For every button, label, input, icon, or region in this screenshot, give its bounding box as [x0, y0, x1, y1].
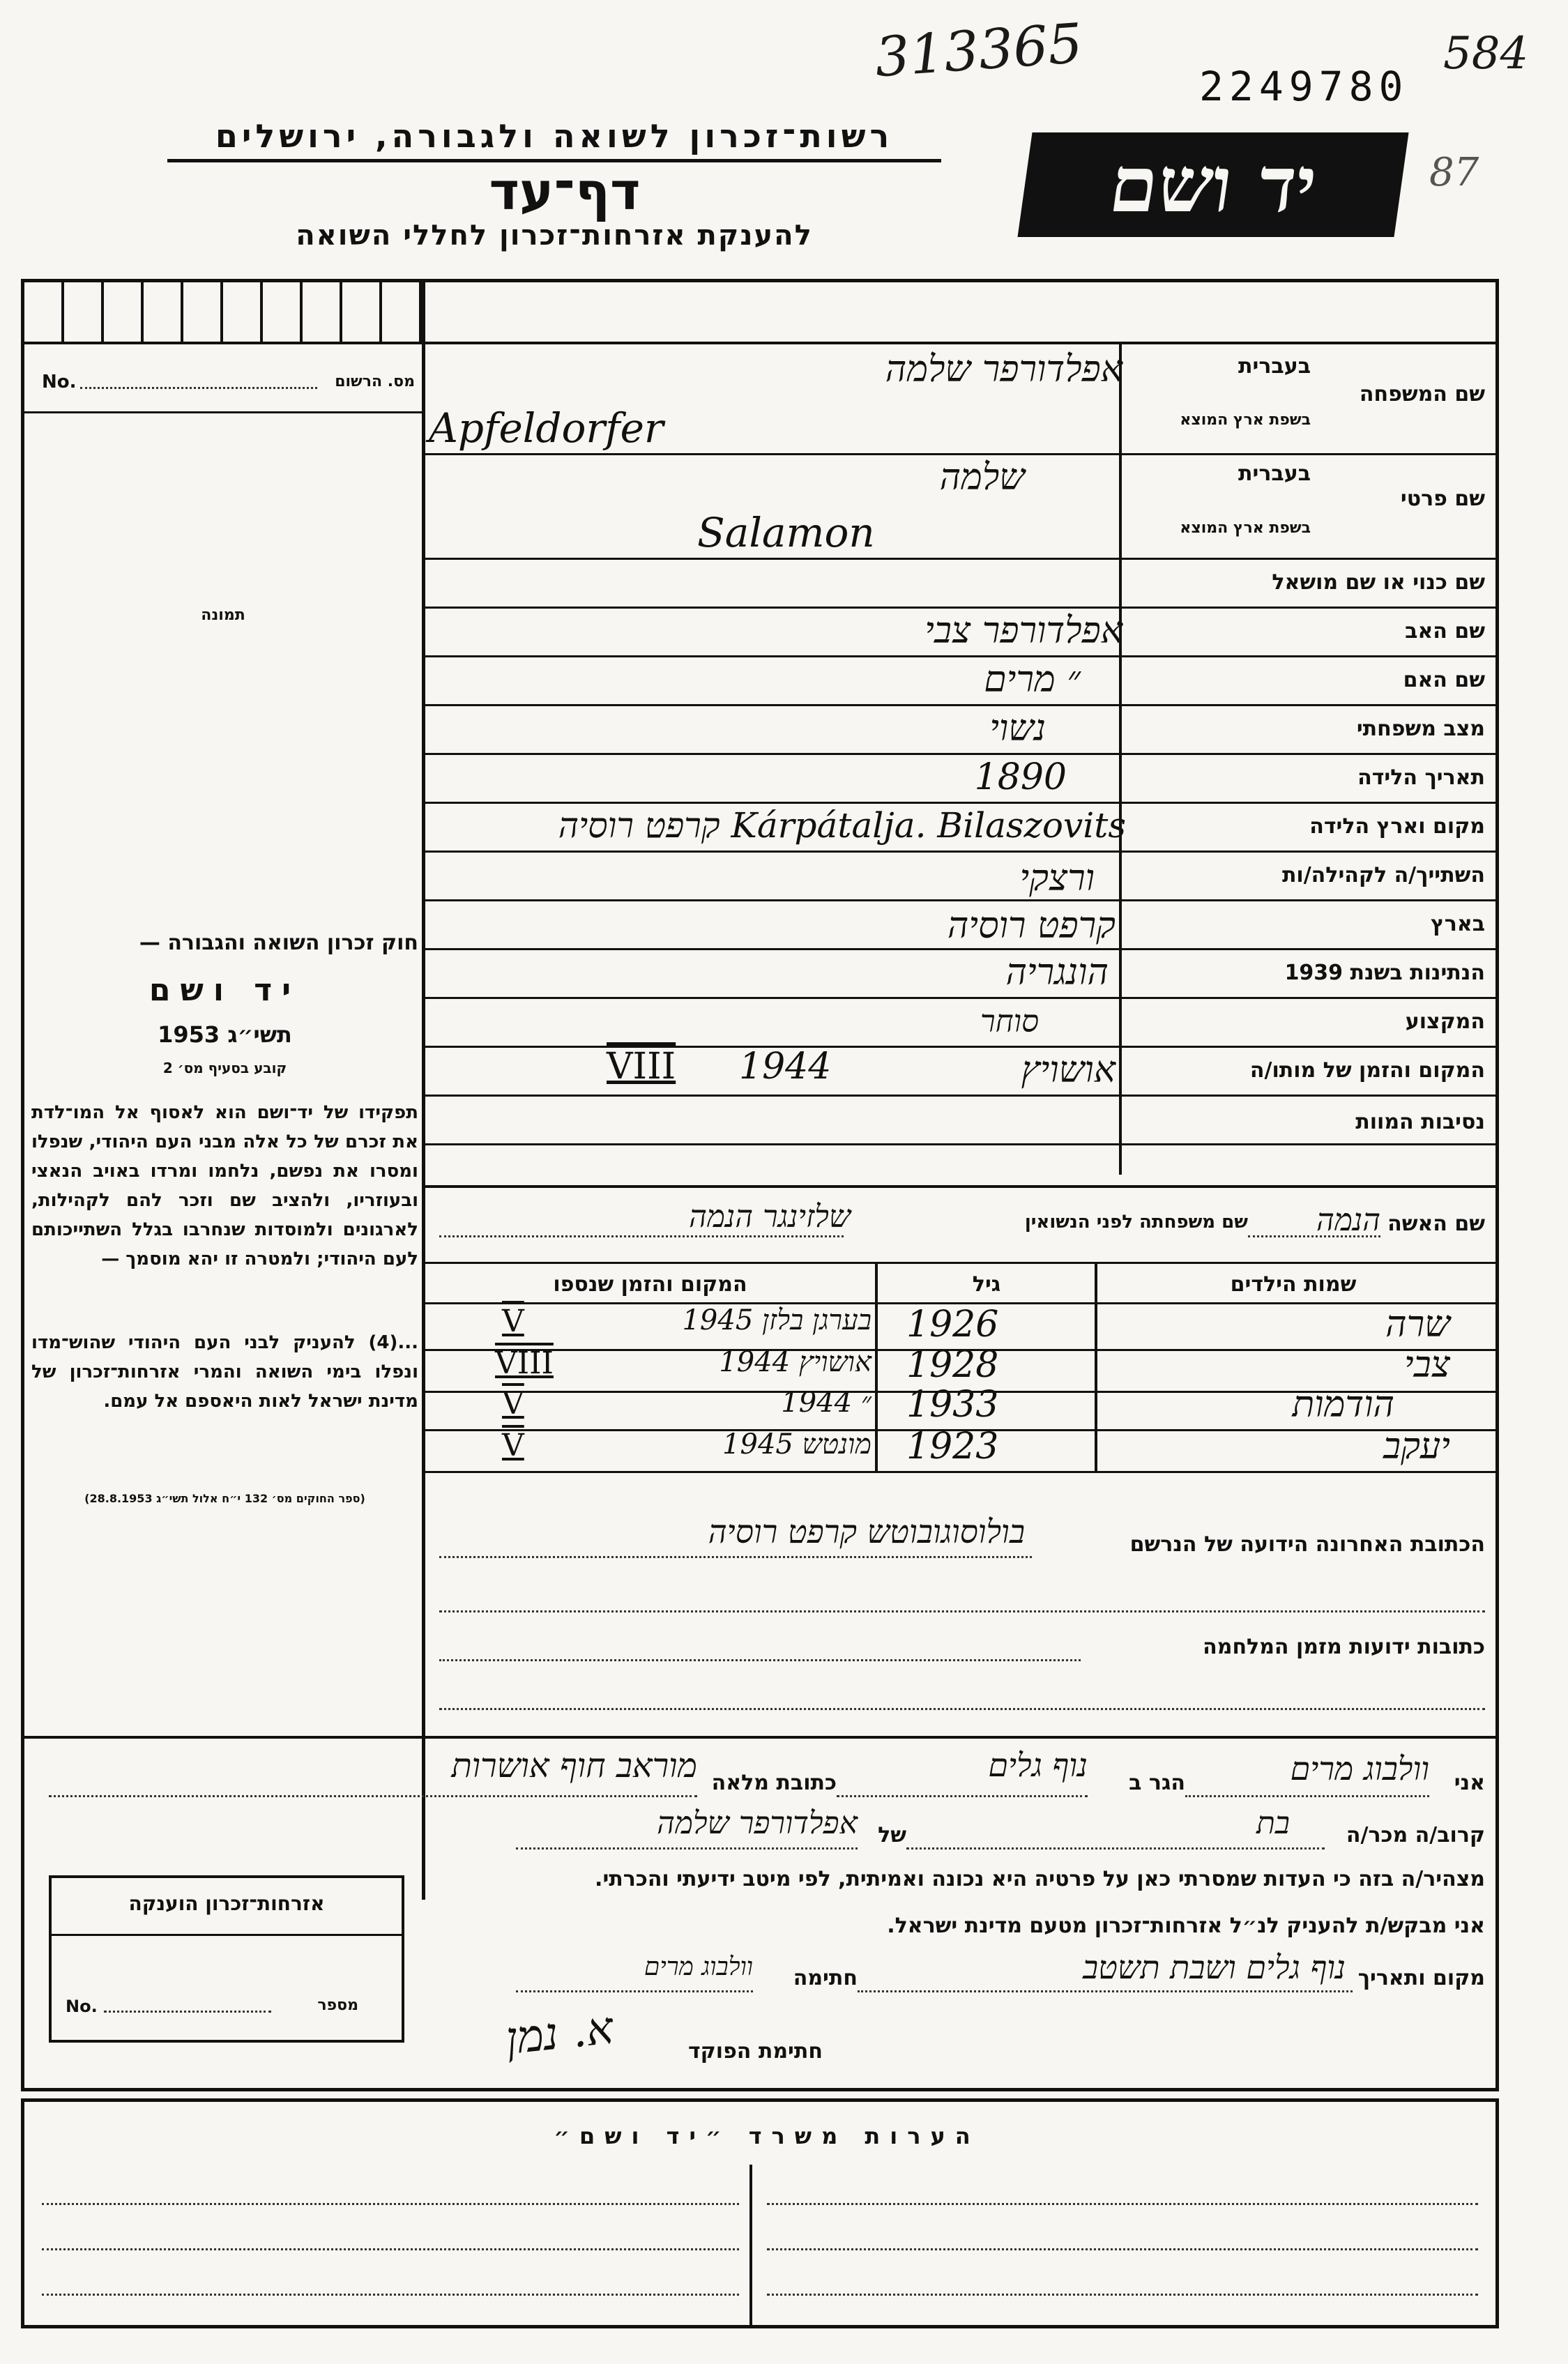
photo-label: תמונה	[201, 607, 245, 624]
wife-maiden-label: שם משפחתה לפני הנשואין	[1024, 1212, 1248, 1233]
child-month: VIII	[495, 1345, 554, 1381]
child-age: 1928	[906, 1344, 999, 1386]
wife-name: הנמה	[1316, 1203, 1380, 1238]
child-place: ״ 1944	[781, 1387, 871, 1419]
law-text-1: תפקידו של יד־ושם הוא לאסוף אל המו־לדת את זכרם של כל אלה מבני העם היהודי, שנפלו ומסרו את נפשם, נלחמו ומרדו באויב הנאצי ובעוזריו, ולהציב שם וזכר להם לקהילות, לארגונים ולמוסדות שנחרבו בגלל השתייכותם לעם היהודי; ולמטרה זו יהא מוסמך —	[31, 1102, 418, 1269]
full-address-label: כתובת מלאה	[711, 1771, 837, 1795]
father-label: שם האב	[1405, 619, 1485, 643]
relative-label: קרוב/ה מכר/ה	[1346, 1823, 1485, 1847]
law-source: (ספר החוקים מס׳ 132 י״ח אלול תשי״ג 28.8.1953)	[84, 1492, 365, 1505]
resides-value: נוף גלים	[988, 1746, 1088, 1784]
first-name-label: שם פרטי	[1400, 487, 1485, 511]
family-name-origin-label: בשפת ארץ המוצא	[1180, 411, 1311, 429]
reg-no-label: מס. הרשום	[335, 373, 415, 390]
authority-name: רשות־זכרון לשואה ולגבורה, ירושלים	[215, 117, 894, 155]
memorial-box-number-prefix: No.	[66, 1997, 98, 2016]
officer-signature-label: חתימת הפוקד	[688, 2039, 823, 2064]
law-title: חוק זכרון השואה והגבורה —	[139, 931, 418, 955]
child-month: V	[502, 1386, 524, 1421]
last-address: בולוסוגובוטש קרפט רוסיה	[708, 1513, 1025, 1550]
child-name: שרה	[1385, 1304, 1450, 1345]
full-address: מוראב חוף אושרות	[451, 1746, 697, 1785]
page-number: 584	[1443, 28, 1529, 79]
first-name-origin-label: בשפת ארץ המוצא	[1180, 519, 1311, 537]
child-name: צבי	[1404, 1344, 1450, 1386]
declaration-statement: מצהיר/ה בזה כי העדות שמסרתי כאן על פרטיה היא נכונה ואמיתית, לפי מיטב ידיעתי והכרתי.	[595, 1867, 1485, 1891]
profession-value: סוחר	[980, 1004, 1039, 1039]
wartime-address-label: כתובות ידועות מזמן המלחמה	[1203, 1635, 1485, 1659]
child-age: 1923	[906, 1426, 999, 1467]
children-place-header: המקום והזמן שנספו	[553, 1272, 747, 1297]
declarant-label: אני	[1454, 1771, 1485, 1795]
citizenship-label: הנתינות בשנת 1939	[1284, 961, 1485, 985]
wife-maiden: שלזינגר הנמה	[689, 1199, 851, 1235]
child-name: הודמות	[1292, 1384, 1394, 1426]
law-clause: קובע בסעיף מס׳ 2	[162, 1060, 287, 1076]
first-name-hebrew-label: בעברית	[1238, 462, 1311, 486]
community-value: ורצקי	[1019, 857, 1095, 899]
law-year: תשי״ג 1953	[158, 1021, 292, 1048]
registration-boxes	[24, 282, 422, 342]
child-place: בערגן בלזן 1945	[682, 1304, 871, 1336]
child-age: 1933	[906, 1384, 999, 1426]
declaration-request: אני מבקש/ת להעניק לנ״ל אזרחות־זכרון מטעם מדינת ישראל.	[887, 1914, 1485, 1938]
marital-label: מצב משפחתי	[1356, 717, 1485, 741]
relative-value: בת	[1256, 1806, 1290, 1841]
child-name: יעקב	[1383, 1426, 1450, 1467]
death-place: אושויץ	[1021, 1049, 1116, 1091]
place-date-value: נוף גלים ושבת תשטב	[1082, 1949, 1346, 1986]
death-place-time-label: המקום והזמן של מותו/ה	[1249, 1058, 1485, 1083]
death-circumstances-label: נסיבות המוות	[1355, 1110, 1485, 1134]
place-date-label: מקום ותאריך	[1357, 1966, 1485, 1990]
country-value: קרפט רוסיה	[947, 905, 1116, 947]
yad-vashem-logo	[1017, 132, 1408, 237]
memorial-box-number-label: מספר	[317, 1997, 358, 2014]
mother-label: שם האם	[1403, 668, 1485, 692]
memorial-citizenship-box	[49, 1875, 404, 2043]
child-place: מונטש 1945	[722, 1428, 871, 1461]
child-month: V	[502, 1428, 524, 1463]
child-month: V	[502, 1304, 524, 1339]
children-age-header: גיל	[972, 1272, 1001, 1297]
law-name: יד ושם	[149, 973, 301, 1008]
children-names-header: שמות הילדים	[1230, 1272, 1357, 1297]
death-month: VIII	[607, 1046, 676, 1088]
birth-place-label: מקום וארץ הלידה	[1309, 814, 1485, 839]
reg-no-prefix: No.	[42, 372, 77, 392]
resides-label: הגר ב	[1129, 1771, 1185, 1795]
death-year: 1944	[739, 1046, 832, 1088]
stamped-number: 2249780	[1199, 63, 1409, 110]
first-name-origin: Salamon	[697, 509, 875, 556]
marital-value: נשוי	[989, 708, 1046, 749]
child-age: 1926	[906, 1304, 999, 1345]
family-name-hebrew: אפלדורפר שלמה	[885, 349, 1122, 390]
officer-signature: א. נמן	[503, 2002, 616, 2066]
signature-label: חתימה	[793, 1966, 858, 1990]
birth-date-value: 1890	[974, 756, 1067, 798]
last-address-label: הכתובת האחרונה הידועה של הנרשם	[1129, 1532, 1485, 1557]
child-place: אושויץ 1944	[719, 1346, 871, 1378]
birth-place-value: Kárpátalja. Bilaszovits קרפט רוסיה	[558, 805, 1126, 846]
handwritten-number: 313365	[873, 12, 1085, 90]
birth-date-label: תאריך הלידה	[1357, 765, 1485, 790]
law-text-2: ...(4) להעניק לבני העם היהודי שהוש־מדו ונפלו בימי השואה והמרי אזרחות־זכרון של מדינת ישראל לאות היאספם אל עמם.	[31, 1332, 418, 1412]
logo-text: יד ושם	[1104, 139, 1323, 229]
of-label: של	[878, 1823, 906, 1847]
of-value: אפלדורפר שלמה	[657, 1806, 858, 1841]
first-name-hebrew: שלמה	[939, 457, 1025, 498]
right-mark: 87	[1429, 150, 1479, 195]
country-label: בארץ	[1430, 912, 1485, 936]
father-value: אפלדורפר צבי	[924, 610, 1122, 652]
wife-label: שם האשה	[1387, 1212, 1485, 1236]
memorial-box-title: אזרחות־זכרון הוענקה	[128, 1892, 325, 1915]
document-title: דף־עד	[489, 162, 641, 222]
declarant-name: וולבוג מרים	[1290, 1750, 1429, 1787]
family-name-label: שם המשפחה	[1359, 382, 1485, 406]
citizenship-value: הונגריה	[1005, 952, 1109, 993]
mother-value: ״ מרים	[984, 659, 1081, 701]
nickname-label: שם כנוי או שם מושאל	[1272, 570, 1485, 595]
profession-label: המקצוע	[1405, 1009, 1485, 1034]
declarant-signature: וולבוג מרים	[644, 1953, 753, 1981]
remarks-label: הערות משרד ״יד ושם״	[554, 2123, 980, 2149]
community-label: השתייך/ה לקהילה/ות	[1281, 863, 1485, 887]
document-subtitle: להענקת אזרחות־זכרון לחללי השואה	[296, 220, 813, 252]
family-name-origin: Apfeldorfer	[429, 404, 664, 452]
family-name-hebrew-label: בעברית	[1238, 354, 1311, 379]
